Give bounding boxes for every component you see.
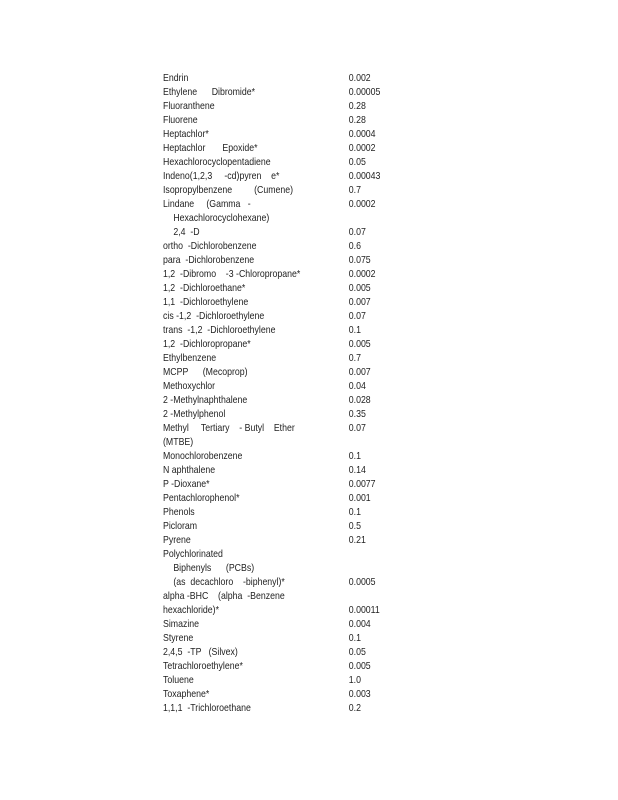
table-row — [163, 156, 387, 170]
contaminant-name: Biphenyls (PCBs) — [173, 563, 255, 574]
contaminant-value: 0.00011 — [348, 605, 380, 616]
contaminant-name: 1,1 -Dichloroethylene — [163, 297, 249, 308]
contaminant-name: Monochlorobenzene — [163, 451, 243, 462]
contaminant-name: MCPP (Mecoprop) — [163, 367, 248, 378]
contaminant-value: 0.0002 — [348, 199, 376, 210]
contaminant-value: 0.001 — [348, 493, 371, 504]
table-row — [163, 352, 387, 366]
table-row — [163, 660, 387, 674]
contaminant-name: alpha -BHC (alpha -Benzene — [163, 591, 285, 602]
contaminant-value: 0.1 — [348, 507, 361, 518]
contaminant-value: 0.05 — [348, 157, 366, 168]
contaminant-value: 0.0004 — [348, 129, 376, 140]
contaminant-name: para -Dichlorobenzene — [163, 255, 255, 266]
table-row — [163, 688, 387, 702]
table-row — [163, 338, 387, 352]
contaminant-value: 0.0002 — [348, 143, 376, 154]
contaminant-value: 0.07 — [348, 311, 366, 322]
contaminant-name: ortho -Dichlorobenzene — [163, 241, 257, 252]
contaminant-table — [163, 72, 423, 716]
table-row — [163, 142, 387, 156]
table-row — [163, 212, 387, 226]
contaminant-name: Picloram — [163, 521, 198, 532]
contaminant-value: 0.007 — [348, 367, 371, 378]
contaminant-value: 0.0005 — [348, 577, 376, 588]
table-row — [163, 408, 387, 422]
table-row — [163, 464, 387, 478]
contaminant-name: (as decachloro -biphenyl)* — [173, 577, 285, 588]
contaminant-value: 0.5 — [348, 521, 361, 532]
table-row — [163, 240, 387, 254]
contaminant-value: 0.28 — [348, 115, 366, 126]
table-row — [163, 310, 387, 324]
contaminant-value: 0.14 — [348, 465, 366, 476]
contaminant-value: 0.21 — [348, 535, 366, 546]
contaminant-value: 0.7 — [348, 185, 361, 196]
table-row — [163, 100, 387, 114]
contaminant-name: (MTBE) — [163, 437, 194, 448]
table-row — [163, 394, 387, 408]
table-row — [163, 366, 387, 380]
table-row — [163, 254, 387, 268]
contaminant-value: 0.075 — [348, 255, 371, 266]
table-row — [163, 282, 387, 296]
contaminant-name: 2,4,5 -TP (Silvex) — [163, 647, 238, 658]
contaminant-value: 0.003 — [348, 689, 371, 700]
contaminant-name: Endrin — [163, 73, 189, 84]
contaminant-value: 0.00005 — [348, 87, 381, 98]
contaminant-name: N aphthalene — [163, 465, 216, 476]
table-row — [163, 506, 387, 520]
contaminant-value: 0.1 — [348, 451, 361, 462]
table-row — [163, 590, 387, 604]
contaminant-name: P -Dioxane* — [163, 479, 210, 490]
table-row — [163, 450, 387, 464]
contaminant-name: Pyrene — [163, 535, 191, 546]
contaminant-value: 0.005 — [348, 283, 371, 294]
table-row — [163, 604, 387, 618]
contaminant-name: 1,2 -Dichloropropane* — [163, 339, 251, 350]
contaminant-name: Lindane (Gamma - — [163, 199, 251, 210]
table-row — [163, 562, 387, 576]
contaminant-name: Indeno(1,2,3 -cd)pyren e* — [163, 171, 280, 182]
contaminant-name: Methoxychlor — [163, 381, 216, 392]
contaminant-name: Fluorene — [163, 115, 198, 126]
contaminant-value: 0.0002 — [348, 269, 376, 280]
contaminant-value: 0.6 — [348, 241, 361, 252]
contaminant-value: 0.07 — [348, 423, 366, 434]
contaminant-name: Phenols — [163, 507, 195, 518]
table-row — [163, 268, 387, 282]
contaminant-name: Methyl Tertiary - Butyl Ether — [163, 423, 295, 434]
table-row — [163, 576, 387, 590]
table-row — [163, 170, 387, 184]
contaminant-value: 0.7 — [348, 353, 361, 364]
contaminant-name: Toluene — [163, 675, 194, 686]
table-row — [163, 520, 387, 534]
contaminant-value: 0.1 — [348, 633, 361, 644]
table-row — [163, 226, 387, 240]
table-row — [163, 632, 387, 646]
contaminant-name: cis -1,2 -Dichloroethylene — [163, 311, 265, 322]
contaminant-name: Tetrachloroethylene* — [163, 661, 243, 672]
table-row — [163, 534, 387, 548]
contaminant-name: 2 -Methylnaphthalene — [163, 395, 248, 406]
contaminant-name: Polychlorinated — [163, 549, 223, 560]
table-row — [163, 114, 387, 128]
table-row — [163, 380, 387, 394]
contaminant-name: 2,4 -D — [173, 227, 200, 238]
contaminant-name: trans -1,2 -Dichloroethylene — [163, 325, 276, 336]
contaminant-value: 0.05 — [348, 647, 366, 658]
table-row — [163, 184, 387, 198]
contaminant-name: 1,2 -Dichloroethane* — [163, 283, 246, 294]
table-row — [163, 128, 387, 142]
contaminant-name: 1,2 -Dibromo -3 -Chloropropane* — [163, 269, 301, 280]
table-row — [163, 324, 387, 338]
contaminant-name: Ethylbenzene — [163, 353, 217, 364]
contaminant-name: Styrene — [163, 633, 194, 644]
contaminant-name: Ethylene Dibromide* — [163, 87, 256, 98]
contaminant-name: Toxaphene* — [163, 689, 210, 700]
contaminant-name: Simazine — [163, 619, 200, 630]
table-row — [163, 72, 387, 86]
contaminant-name: hexachloride)* — [163, 605, 220, 616]
contaminant-value: 0.005 — [348, 661, 371, 672]
contaminant-value: 0.04 — [348, 381, 366, 392]
table-row — [163, 86, 387, 100]
contaminant-value: 0.028 — [348, 395, 371, 406]
contaminant-name: Heptachlor* — [163, 129, 209, 140]
contaminant-value: 0.00043 — [348, 171, 381, 182]
table-row — [163, 422, 387, 436]
table-row — [163, 548, 387, 562]
contaminant-name: Pentachlorophenol* — [163, 493, 240, 504]
contaminant-name: 1,1,1 -Trichloroethane — [163, 703, 251, 714]
contaminant-value: 0.2 — [348, 703, 361, 714]
table-row — [163, 646, 387, 660]
contaminant-value: 0.35 — [348, 409, 366, 420]
table-row — [163, 618, 387, 632]
contaminant-name: Isopropylbenzene (Cumene) — [163, 185, 294, 196]
contaminant-value: 1.0 — [348, 675, 361, 686]
contaminant-value: 0.07 — [348, 227, 366, 238]
contaminant-value: 0.1 — [348, 325, 361, 336]
contaminant-name: Heptachlor Epoxide* — [163, 143, 258, 154]
table-row — [163, 436, 387, 450]
contaminant-name: Hexachlorocyclopentadiene — [163, 157, 271, 168]
table-row — [163, 702, 387, 716]
table-row — [163, 492, 387, 506]
table-row — [163, 296, 387, 310]
table-row — [163, 198, 387, 212]
contaminant-value: 0.28 — [348, 101, 366, 112]
contaminant-value: 0.0077 — [348, 479, 376, 490]
contaminant-value: 0.005 — [348, 339, 371, 350]
contaminant-name: Fluoranthene — [163, 101, 215, 112]
table-row — [163, 674, 387, 688]
contaminant-value: 0.002 — [348, 73, 371, 84]
contaminant-name: Hexachlorocyclohexane) — [173, 213, 270, 224]
contaminant-value: 0.007 — [348, 297, 371, 308]
contaminant-value: 0.004 — [348, 619, 371, 630]
contaminant-name: 2 -Methylphenol — [163, 409, 226, 420]
table-row — [163, 478, 387, 492]
